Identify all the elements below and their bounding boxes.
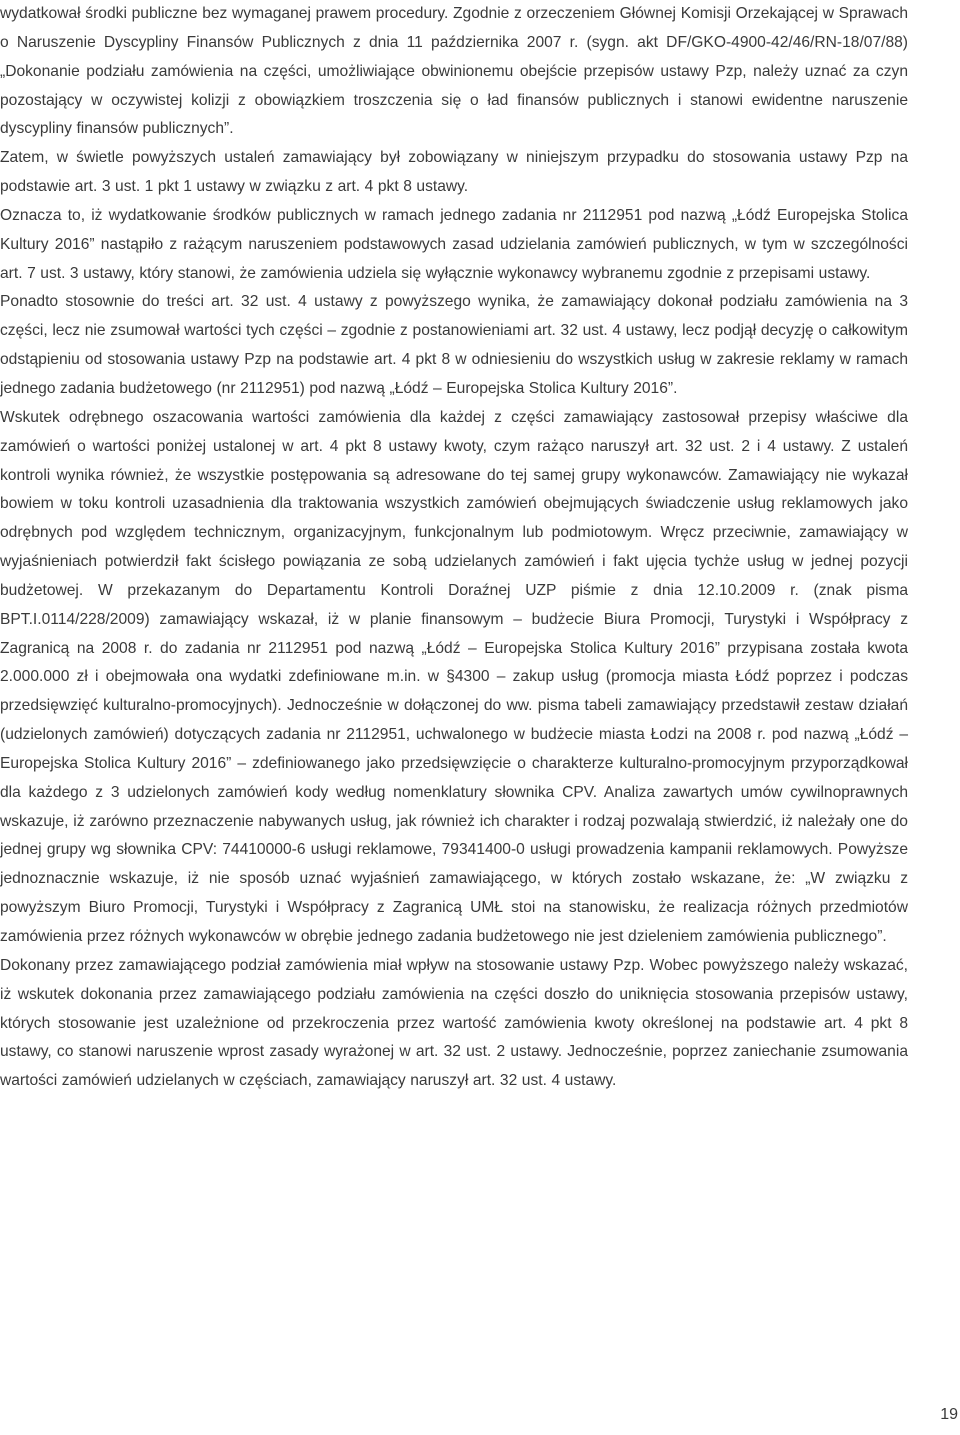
paragraph: Oznacza to, iż wydatkowanie środków publicznych w ramach jednego zadania nr 2112951 pod nazwą „Łódź Europejska Stolica Kultury 2016” nastąpiło z rażącym naruszeniem podstawowych zasad udzielania zamówień publicznych, w tym w szczególności art. 7 ust. 3 ustawy, który stanowi, że zamówienia udziela się wyłącznie wykonawcy wybranemu zgodnie z przepisami ustawy.: [0, 206, 908, 282]
paragraph: Dokonany przez zamawiającego podział zamówienia miał wpływ na stosowanie ustawy Pzp. Wobec powyższego należy wskazać, iż wskutek dokonania przez zamawiającego podziału zamówienia na części doszło do uniknięcia stosowania przepisów ustawy, których stosowanie jest uzależnione od przekroczenia przez wartość zamówienia kwoty określonej na podstawie art. 4 pkt 8 ustawy, co stanowi naruszenie wprost zasady wyrażonej w art. 32 ust. 2 ustawy. Jednocześnie, poprzez zaniechanie zsumowania wartości zamówień udzielanych w częściach, zamawiający naruszył art. 32 ust. 4 ustawy.: [0, 956, 908, 1090]
paragraph: Ponadto stosownie do treści art. 32 ust. 4 ustawy z powyższego wynika, że zamawiający dokonał podziału zamówienia na 3 części, lecz nie zsumował wartości tych części – zgodnie z postanowieniami art. 32 ust. 4 ustawy, lecz podjął decyzję o całkowitym odstąpieniu od stosowania ustawy Pzp na podstawie art. 4 pkt 8 w odniesieniu do wszystkich usług w zakresie reklamy w ramach jednego zadania budżetowego (nr 2112951) pod nazwą „Łódź – Europejska Stolica Kultury 2016”.: [0, 293, 908, 397]
paragraph: Zatem, w świetle powyższych ustaleń zamawiający był zobowiązany w niniejszym przypadku do stosowania ustawy Pzp na podstawie art. 3 ust. 1 pkt 1 ustawy w związku z art. 4 pkt 8 ustawy.: [0, 149, 908, 196]
page-number: 19: [940, 1406, 958, 1423]
paragraph: wydatkował środki publiczne bez wymaganej prawem procedury. Zgodnie z orzeczeniem Głównej Komisji Orzekającej w Sprawach o Naruszenie Dyscypliny Finansów Publicznych z dnia 11 października 2007 r. (sygn. akt DF/GKO-4900-42/46/RN-18/07/88) „Dokonanie podziału zamówienia na części, umożliwiające obwinionemu obejście przepisów ustawy Pzp, należy uznać za czyn pozostający w oczywistej kolizji z obowiązkiem troszczenia się o ład finansów publicznych i stanowi ewidentne naruszenie dyscypliny finansów publicznych”.: [0, 5, 908, 138]
paragraph: Wskutek odrębnego oszacowania wartości zamówienia dla każdej z części zamawiający zastosował przepisy właściwe dla zamówień o wartości poniżej ustalonej w art. 4 pkt 8 ustawy kwoty, czym rażąco naruszył art. 32 ust. 2 i 4 ustawy. Z ustaleń kontroli wynika również, że wszystkie postępowania są adresowane do tej samej grupy wykonawców. Zamawiający nie wykazał bowiem w toku kontroli uzasadnienia dla traktowania wszystkich zamówień obejmujących świadczenie usług reklamowych jako odrębnych pod względem technicznym, organizacyjnym, funkcjonalnym lub podmiotowym. Wręcz przeciwnie, zamawiający w wyjaśnieniach potwierdził fakt ścisłego powiązania ze sobą udzielanych zamówień i fakt ujęcia tychże usług w jednej pozycji budżetowej. W przekazanym do Departamentu Kontroli Doraźnej UZP piśmie z dnia 12.10.2009 r. (znak pisma BPT.I.0114/228/2009) zamawiający wskazał, iż w planie finansowym – budżecie Biura Promocji, Turystyki i Współpracy z Zagranicą na 2008 r. do zadania nr 2112951 pod nazwą „Łódź – Europejska Stolica Kultury 2016” przypisana została kwota 2.000.000 zł i obejmowała ona wydatki zdefiniowane m.in. w §4300 – zakup usług (promocja miasta Łódź poprzez i podczas przedsięwzięć kulturalno-promocyjnych). Jednocześnie w dołączonej do ww. pisma tabeli zamawiający przedstawił zestaw działań (udzielonych zamówień) dotyczących zadania nr 2112951, uchwalonego w budżecie miasta Łodzi na 2008 r. pod nazwą „Łódź – Europejska Stolica Kultury 2016” – zdefiniowanego jako przedsięwzięcie o charakterze kulturalno-promocyjnym przyporządkował dla każdego z 3 udzielonych zamówień kody według nomenklatury słownika CPV. Analiza zawartych umów cywilnoprawnych wskazuje, iż zarówno przeznaczenie nabywanych usług, jak również ich charakter i rodzaj pozwalają stwierdzić, iż należały one do jednej grupy wg słownika CPV: 74410000-6 usługi reklamowe, 79341400-0 usługi prowadzenia kampanii reklamowych. Powyższe jednoznacznie wskazuje, iż nie sposób uznać wyjaśnień zamawiającego, w których zostało wskazane, że: „W związku z powyższym Biuro Promocji, Turystyki i Współpracy z Zagranicą UMŁ stoi na stanowisku, że realizacja różnych przedmiotów zamówienia przez różnych wykonawców w obrębie jednego zadania budżetowego nie jest dzieleniem zamówienia publicznego”.: [0, 408, 908, 945]
